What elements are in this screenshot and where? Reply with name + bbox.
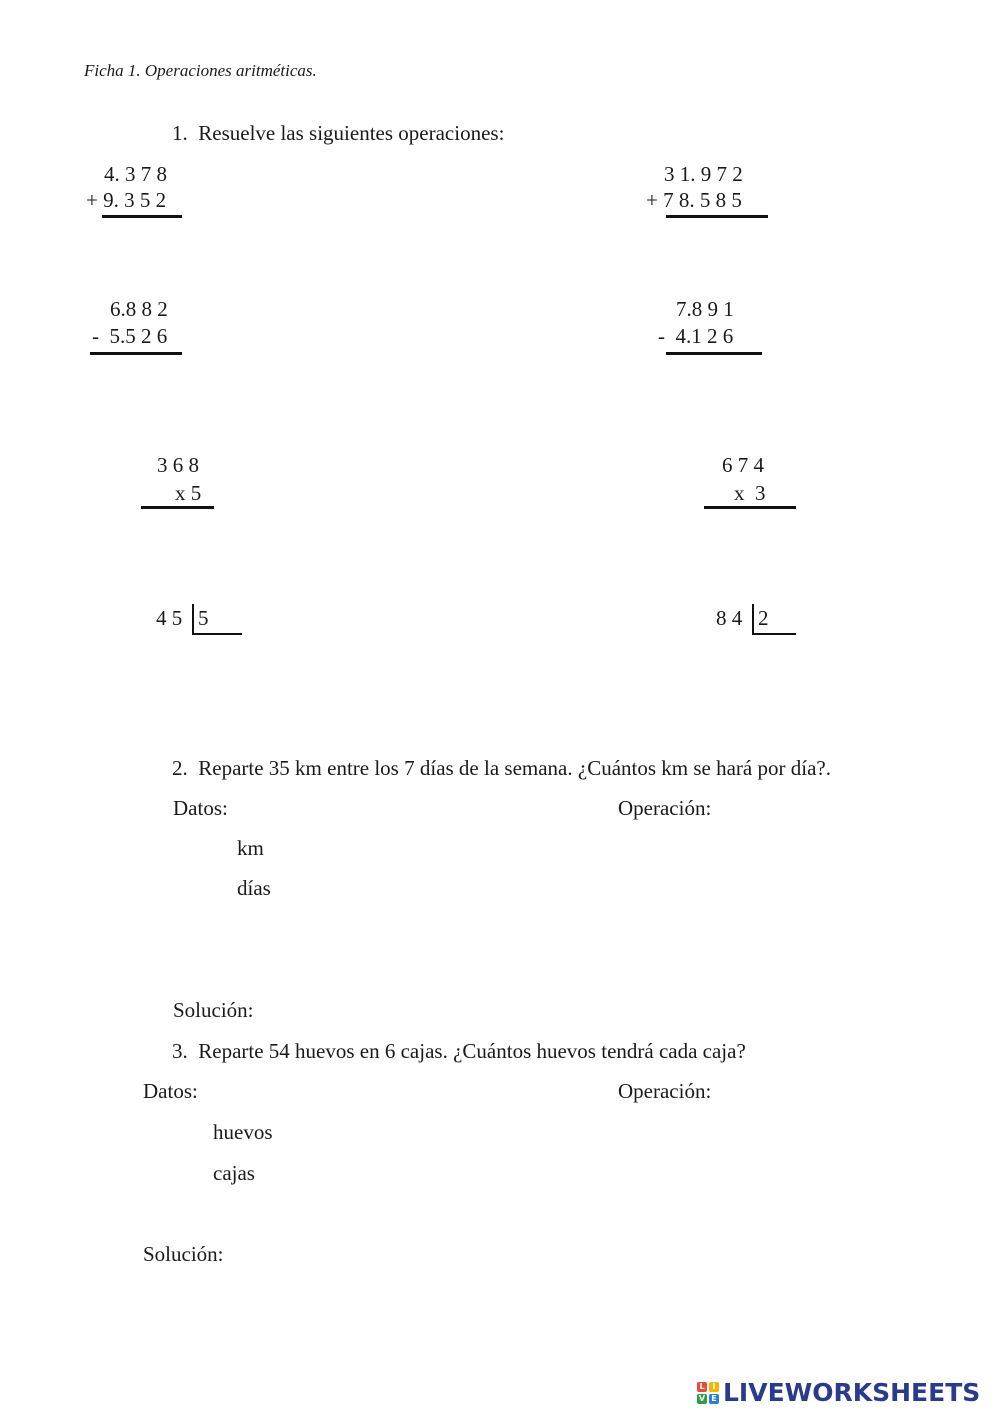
logo-letter-v: V [698,1393,706,1403]
unit-label-cajas: cajas [213,1161,255,1185]
multiplicand: 3 6 8 [157,453,199,477]
answer-line [141,506,214,509]
datos-label: Datos: [143,1079,198,1103]
datos-label: Datos: [173,796,228,820]
logo-letter-l: L [697,1382,707,1392]
unit-label-huevos: huevos [213,1120,273,1144]
division-bracket-horizontal [752,633,796,635]
dividend: 8 4 [716,606,743,630]
answer-line [666,215,768,218]
subtrahend: - 5.5 2 6 [92,324,168,348]
solucion-label: Solución: [143,1242,224,1266]
question-3-prompt: 3. Reparte 54 huevos en 6 cajas. ¿Cuántos huevos tendrá cada caja? [172,1039,746,1063]
solucion-label: Solución: [173,998,254,1022]
operacion-label: Operación: [618,1079,712,1103]
answer-line [90,352,182,355]
division-bracket-vertical [192,604,194,635]
subtrahend: - 4.1 2 6 [658,324,734,348]
multiplier: x 5 [175,481,202,505]
question-2-prompt: 2. Reparte 35 km entre los 7 días de la semana. ¿Cuántos km se hará por día?. [172,756,831,780]
addend-bottom: + 7 8. 5 8 5 [646,188,742,212]
division-bracket-vertical [752,604,754,635]
unit-label-dias: días [237,876,271,900]
addend-top: 3 1. 9 7 2 [664,162,743,186]
addend-top: 4. 3 7 8 [104,162,167,186]
answer-line [102,215,182,218]
answer-line [666,352,762,355]
logo-mark-icon [697,1382,719,1404]
minuend: 6.8 8 2 [110,297,168,321]
divisor: 5 [198,606,209,630]
minuend: 7.8 9 1 [676,297,734,321]
addend-bottom: + 9. 3 5 2 [86,188,167,212]
logo-wordmark: LIVEWORKSHEETS [723,1378,981,1407]
operacion-label: Operación: [618,796,712,820]
multiplier: x 3 [734,481,766,505]
multiplicand: 6 7 4 [722,453,764,477]
answer-line [704,506,796,509]
worksheet-title: Ficha 1. Operaciones aritméticas. [84,61,317,80]
logo-letter-e: E [709,1394,719,1404]
logo-letter-i: I [709,1382,719,1392]
question-1-prompt: 1. Resuelve las siguientes operaciones: [172,121,505,145]
liveworksheets-logo [697,1378,980,1407]
unit-label-km: km [237,836,264,860]
dividend: 4 5 [156,606,183,630]
divisor: 2 [758,606,769,630]
division-bracket-horizontal [192,633,242,635]
